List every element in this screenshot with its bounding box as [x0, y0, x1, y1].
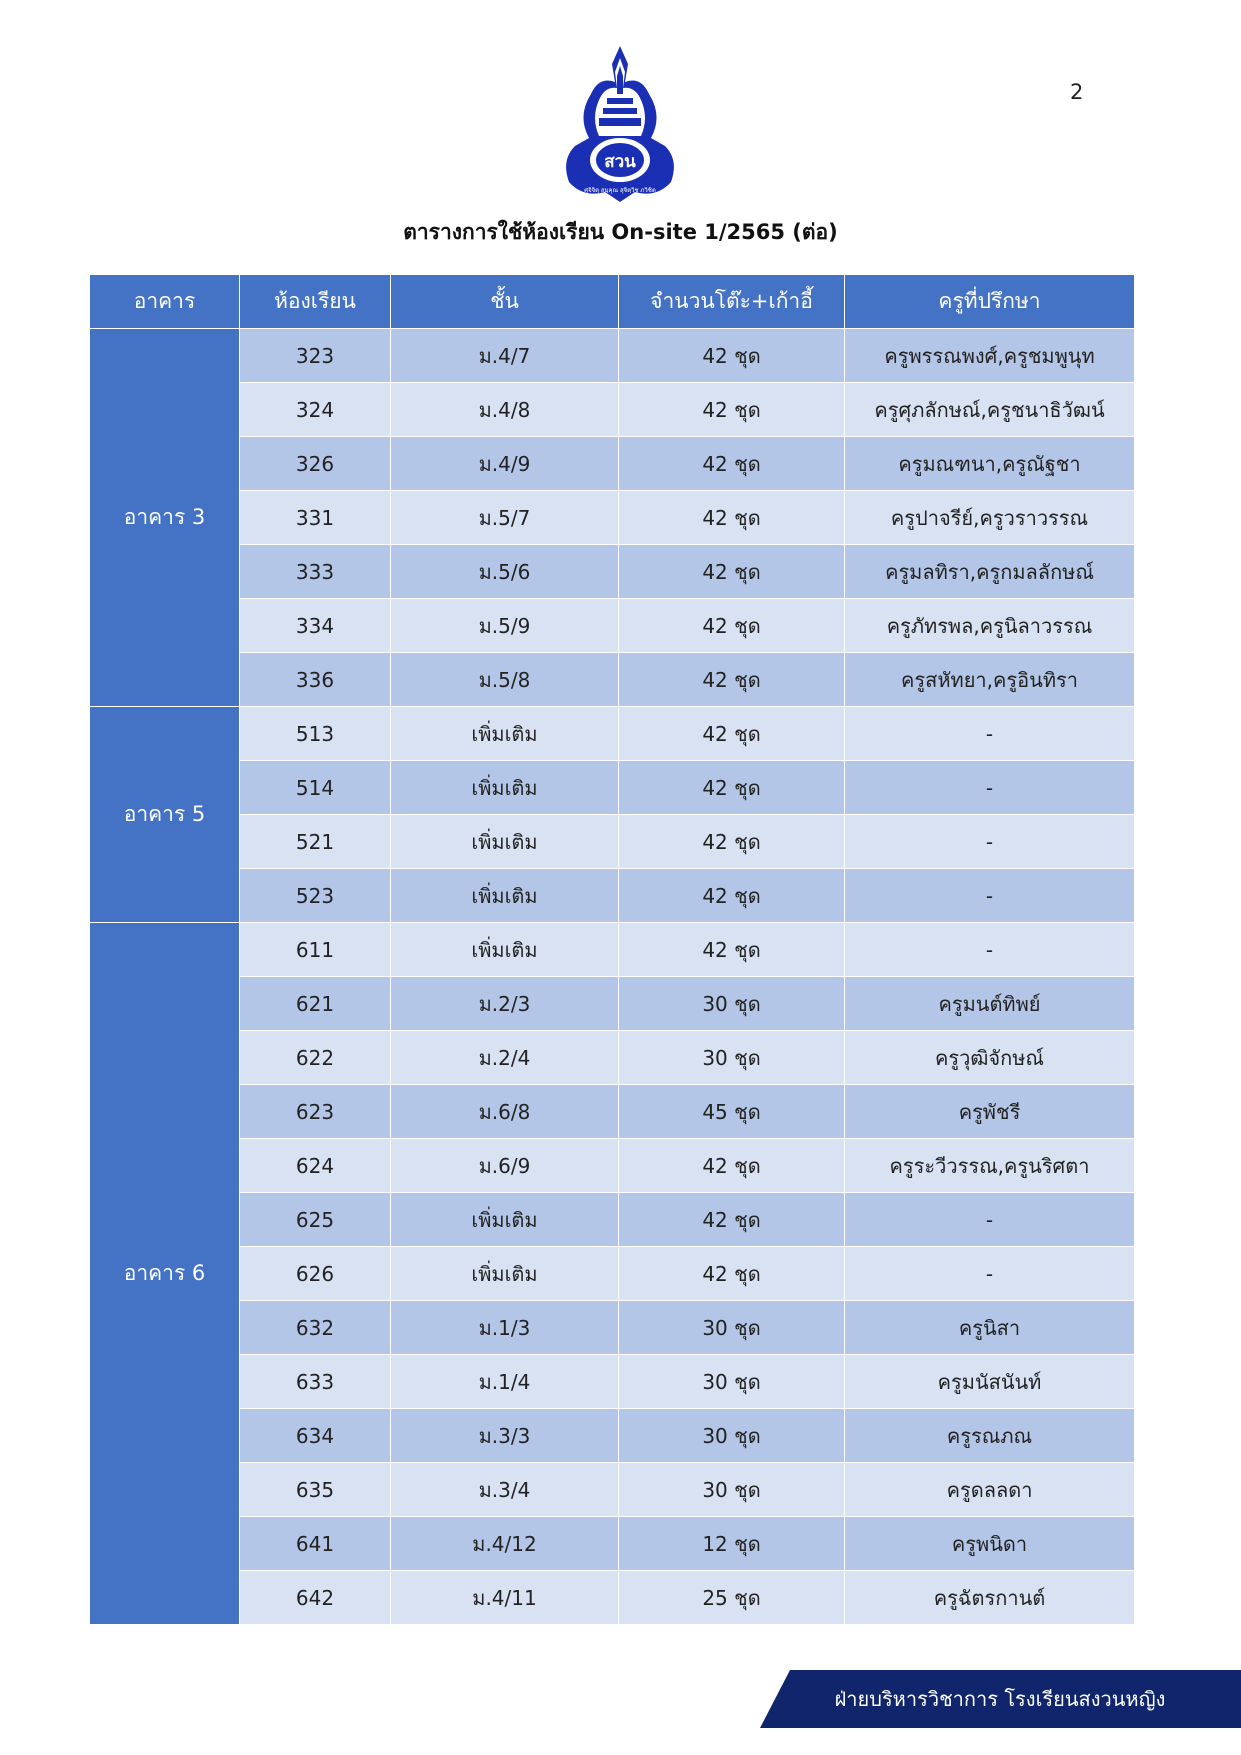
- table-row: [90, 491, 1135, 545]
- seats-cell: 42 ชุด: [619, 329, 845, 383]
- room-cell: 611: [240, 923, 391, 977]
- advisor-cell: ครูพัชรี: [845, 1085, 1135, 1139]
- table-row: [90, 869, 1135, 923]
- room-usage-table: [89, 274, 1135, 1625]
- room-cell: 336: [240, 653, 391, 707]
- room-cell: 514: [240, 761, 391, 815]
- grade-cell: ม.5/6: [391, 545, 619, 599]
- header-room: ห้องเรียน: [240, 275, 391, 329]
- header-seats: จำนวนโต๊ะ+เก้าอี้: [619, 275, 845, 329]
- seats-cell: 42 ชุด: [619, 491, 845, 545]
- room-cell: 635: [240, 1463, 391, 1517]
- grade-cell: ม.5/8: [391, 653, 619, 707]
- room-cell: 623: [240, 1085, 391, 1139]
- room-cell: 632: [240, 1301, 391, 1355]
- table-row: [90, 545, 1135, 599]
- table-row: [90, 1463, 1135, 1517]
- table-row: [90, 977, 1135, 1031]
- room-cell: 331: [240, 491, 391, 545]
- grade-cell: ม.3/3: [391, 1409, 619, 1463]
- advisor-cell: -: [845, 707, 1135, 761]
- advisor-cell: ครูมลทิรา,ครูกมลลักษณ์: [845, 545, 1135, 599]
- room-cell: 621: [240, 977, 391, 1031]
- room-cell: 626: [240, 1247, 391, 1301]
- room-cell: 625: [240, 1193, 391, 1247]
- room-cell: 641: [240, 1517, 391, 1571]
- grade-cell: ม.6/9: [391, 1139, 619, 1193]
- room-cell: 326: [240, 437, 391, 491]
- advisor-cell: ครูปาจรีย์,ครูวราวรรณ: [845, 491, 1135, 545]
- advisor-cell: -: [845, 923, 1135, 977]
- building-cell: อาคาร 3: [90, 329, 240, 707]
- seats-cell: 42 ชุด: [619, 761, 845, 815]
- seats-cell: 30 ชุด: [619, 1301, 845, 1355]
- advisor-cell: ครูมณฑนา,ครูณัฐชา: [845, 437, 1135, 491]
- advisor-cell: ครูศุภลักษณ์,ครูชนาธิวัฒน์: [845, 383, 1135, 437]
- advisor-cell: ครูนิสา: [845, 1301, 1135, 1355]
- room-cell: 523: [240, 869, 391, 923]
- seats-cell: 30 ชุด: [619, 1355, 845, 1409]
- advisor-cell: ครูดลลดา: [845, 1463, 1135, 1517]
- advisor-cell: -: [845, 815, 1135, 869]
- advisor-cell: ครูภัทรพล,ครูนิลาวรรณ: [845, 599, 1135, 653]
- seats-cell: 30 ชุด: [619, 977, 845, 1031]
- table-row: [90, 383, 1135, 437]
- seats-cell: 30 ชุด: [619, 1463, 845, 1517]
- room-cell: 624: [240, 1139, 391, 1193]
- room-cell: 634: [240, 1409, 391, 1463]
- seats-cell: 30 ชุด: [619, 1409, 845, 1463]
- advisor-cell: ครูวุฒิจักษณ์: [845, 1031, 1135, 1085]
- seats-cell: 42 ชุด: [619, 653, 845, 707]
- room-cell: 513: [240, 707, 391, 761]
- seats-cell: 42 ชุด: [619, 437, 845, 491]
- advisor-cell: ครูรณภณ: [845, 1409, 1135, 1463]
- table-row: [90, 1139, 1135, 1193]
- grade-cell: ม.1/3: [391, 1301, 619, 1355]
- grade-cell: เพิ่มเติม: [391, 761, 619, 815]
- table-row: [90, 1301, 1135, 1355]
- advisor-cell: -: [845, 761, 1135, 815]
- advisor-cell: ครูมนต์ทิพย์: [845, 977, 1135, 1031]
- room-cell: 324: [240, 383, 391, 437]
- grade-cell: ม.1/4: [391, 1355, 619, 1409]
- grade-cell: ม.4/9: [391, 437, 619, 491]
- room-cell: 633: [240, 1355, 391, 1409]
- table-row: [90, 923, 1135, 977]
- table-row: [90, 653, 1135, 707]
- grade-cell: เพิ่มเติม: [391, 869, 619, 923]
- advisor-cell: -: [845, 1247, 1135, 1301]
- grade-cell: ม.4/11: [391, 1571, 619, 1625]
- grade-cell: เพิ่มเติม: [391, 1247, 619, 1301]
- table-body: [90, 329, 1135, 1625]
- header-advisor: ครูที่ปรึกษา: [845, 275, 1135, 329]
- grade-cell: ม.5/9: [391, 599, 619, 653]
- table-row: [90, 437, 1135, 491]
- grade-cell: ม.2/4: [391, 1031, 619, 1085]
- grade-cell: เพิ่มเติม: [391, 923, 619, 977]
- room-cell: 333: [240, 545, 391, 599]
- grade-cell: ม.4/7: [391, 329, 619, 383]
- seats-cell: 42 ชุด: [619, 815, 845, 869]
- table-row: [90, 1571, 1135, 1625]
- seats-cell: 42 ชุด: [619, 599, 845, 653]
- advisor-cell: ครูสหัทยา,ครูอินทิรา: [845, 653, 1135, 707]
- page-title: ตารางการใช้ห้องเรียน On-site 1/2565 (ต่อ): [403, 220, 838, 244]
- header-grade: ชั้น: [391, 275, 619, 329]
- room-cell: 323: [240, 329, 391, 383]
- header-building: อาคาร: [90, 275, 240, 329]
- table-row: [90, 1193, 1135, 1247]
- grade-cell: ม.4/12: [391, 1517, 619, 1571]
- advisor-cell: ครูพนิดา: [845, 1517, 1135, 1571]
- seats-cell: 30 ชุด: [619, 1031, 845, 1085]
- seats-cell: 42 ชุด: [619, 869, 845, 923]
- table-row: [90, 1409, 1135, 1463]
- table-row: [90, 815, 1135, 869]
- school-crest-icon: [553, 42, 687, 202]
- crest-motto: ศุจิจิตฺ สมฺคุณ สุจิตฺวิชฺ ภวิชิตฺ: [584, 187, 656, 194]
- page-number: 2: [1070, 80, 1084, 104]
- room-cell: 334: [240, 599, 391, 653]
- room-cell: 622: [240, 1031, 391, 1085]
- table-row: [90, 761, 1135, 815]
- advisor-cell: ครูฉัตรกานต์: [845, 1571, 1135, 1625]
- building-cell: อาคาร 5: [90, 707, 240, 923]
- table-row: [90, 1355, 1135, 1409]
- seats-cell: 42 ชุด: [619, 923, 845, 977]
- advisor-cell: ครูระวีวรรณ,ครูนริศตา: [845, 1139, 1135, 1193]
- grade-cell: ม.6/8: [391, 1085, 619, 1139]
- seats-cell: 42 ชุด: [619, 545, 845, 599]
- table-row: [90, 707, 1135, 761]
- footer-text: ฝ่ายบริหารวิชาการ โรงเรียนสงวนหญิง: [834, 1687, 1166, 1711]
- room-cell: 642: [240, 1571, 391, 1625]
- grade-cell: เพิ่มเติม: [391, 815, 619, 869]
- grade-cell: ม.5/7: [391, 491, 619, 545]
- seats-cell: 42 ชุด: [619, 1139, 845, 1193]
- advisor-cell: -: [845, 1193, 1135, 1247]
- advisor-cell: ครูพรรณพงศ์,ครูชมพูนุท: [845, 329, 1135, 383]
- grade-cell: เพิ่มเติม: [391, 1193, 619, 1247]
- grade-cell: เพิ่มเติม: [391, 707, 619, 761]
- seats-cell: 25 ชุด: [619, 1571, 845, 1625]
- table-row: [90, 1247, 1135, 1301]
- grade-cell: ม.4/8: [391, 383, 619, 437]
- seats-cell: 42 ชุด: [619, 383, 845, 437]
- seats-cell: 12 ชุด: [619, 1517, 845, 1571]
- table-row: [90, 329, 1135, 383]
- seats-cell: 45 ชุด: [619, 1085, 845, 1139]
- room-cell: 521: [240, 815, 391, 869]
- table-row: [90, 1031, 1135, 1085]
- table-header-row: [90, 275, 1135, 329]
- table-row: [90, 1517, 1135, 1571]
- grade-cell: ม.2/3: [391, 977, 619, 1031]
- table-row: [90, 1085, 1135, 1139]
- table-row: [90, 599, 1135, 653]
- building-cell: อาคาร 6: [90, 923, 240, 1625]
- seats-cell: 42 ชุด: [619, 707, 845, 761]
- advisor-cell: ครูมนัสนันท์: [845, 1355, 1135, 1409]
- crest-monogram: สวน: [604, 152, 636, 172]
- advisor-cell: -: [845, 869, 1135, 923]
- seats-cell: 42 ชุด: [619, 1247, 845, 1301]
- grade-cell: ม.3/4: [391, 1463, 619, 1517]
- seats-cell: 42 ชุด: [619, 1193, 845, 1247]
